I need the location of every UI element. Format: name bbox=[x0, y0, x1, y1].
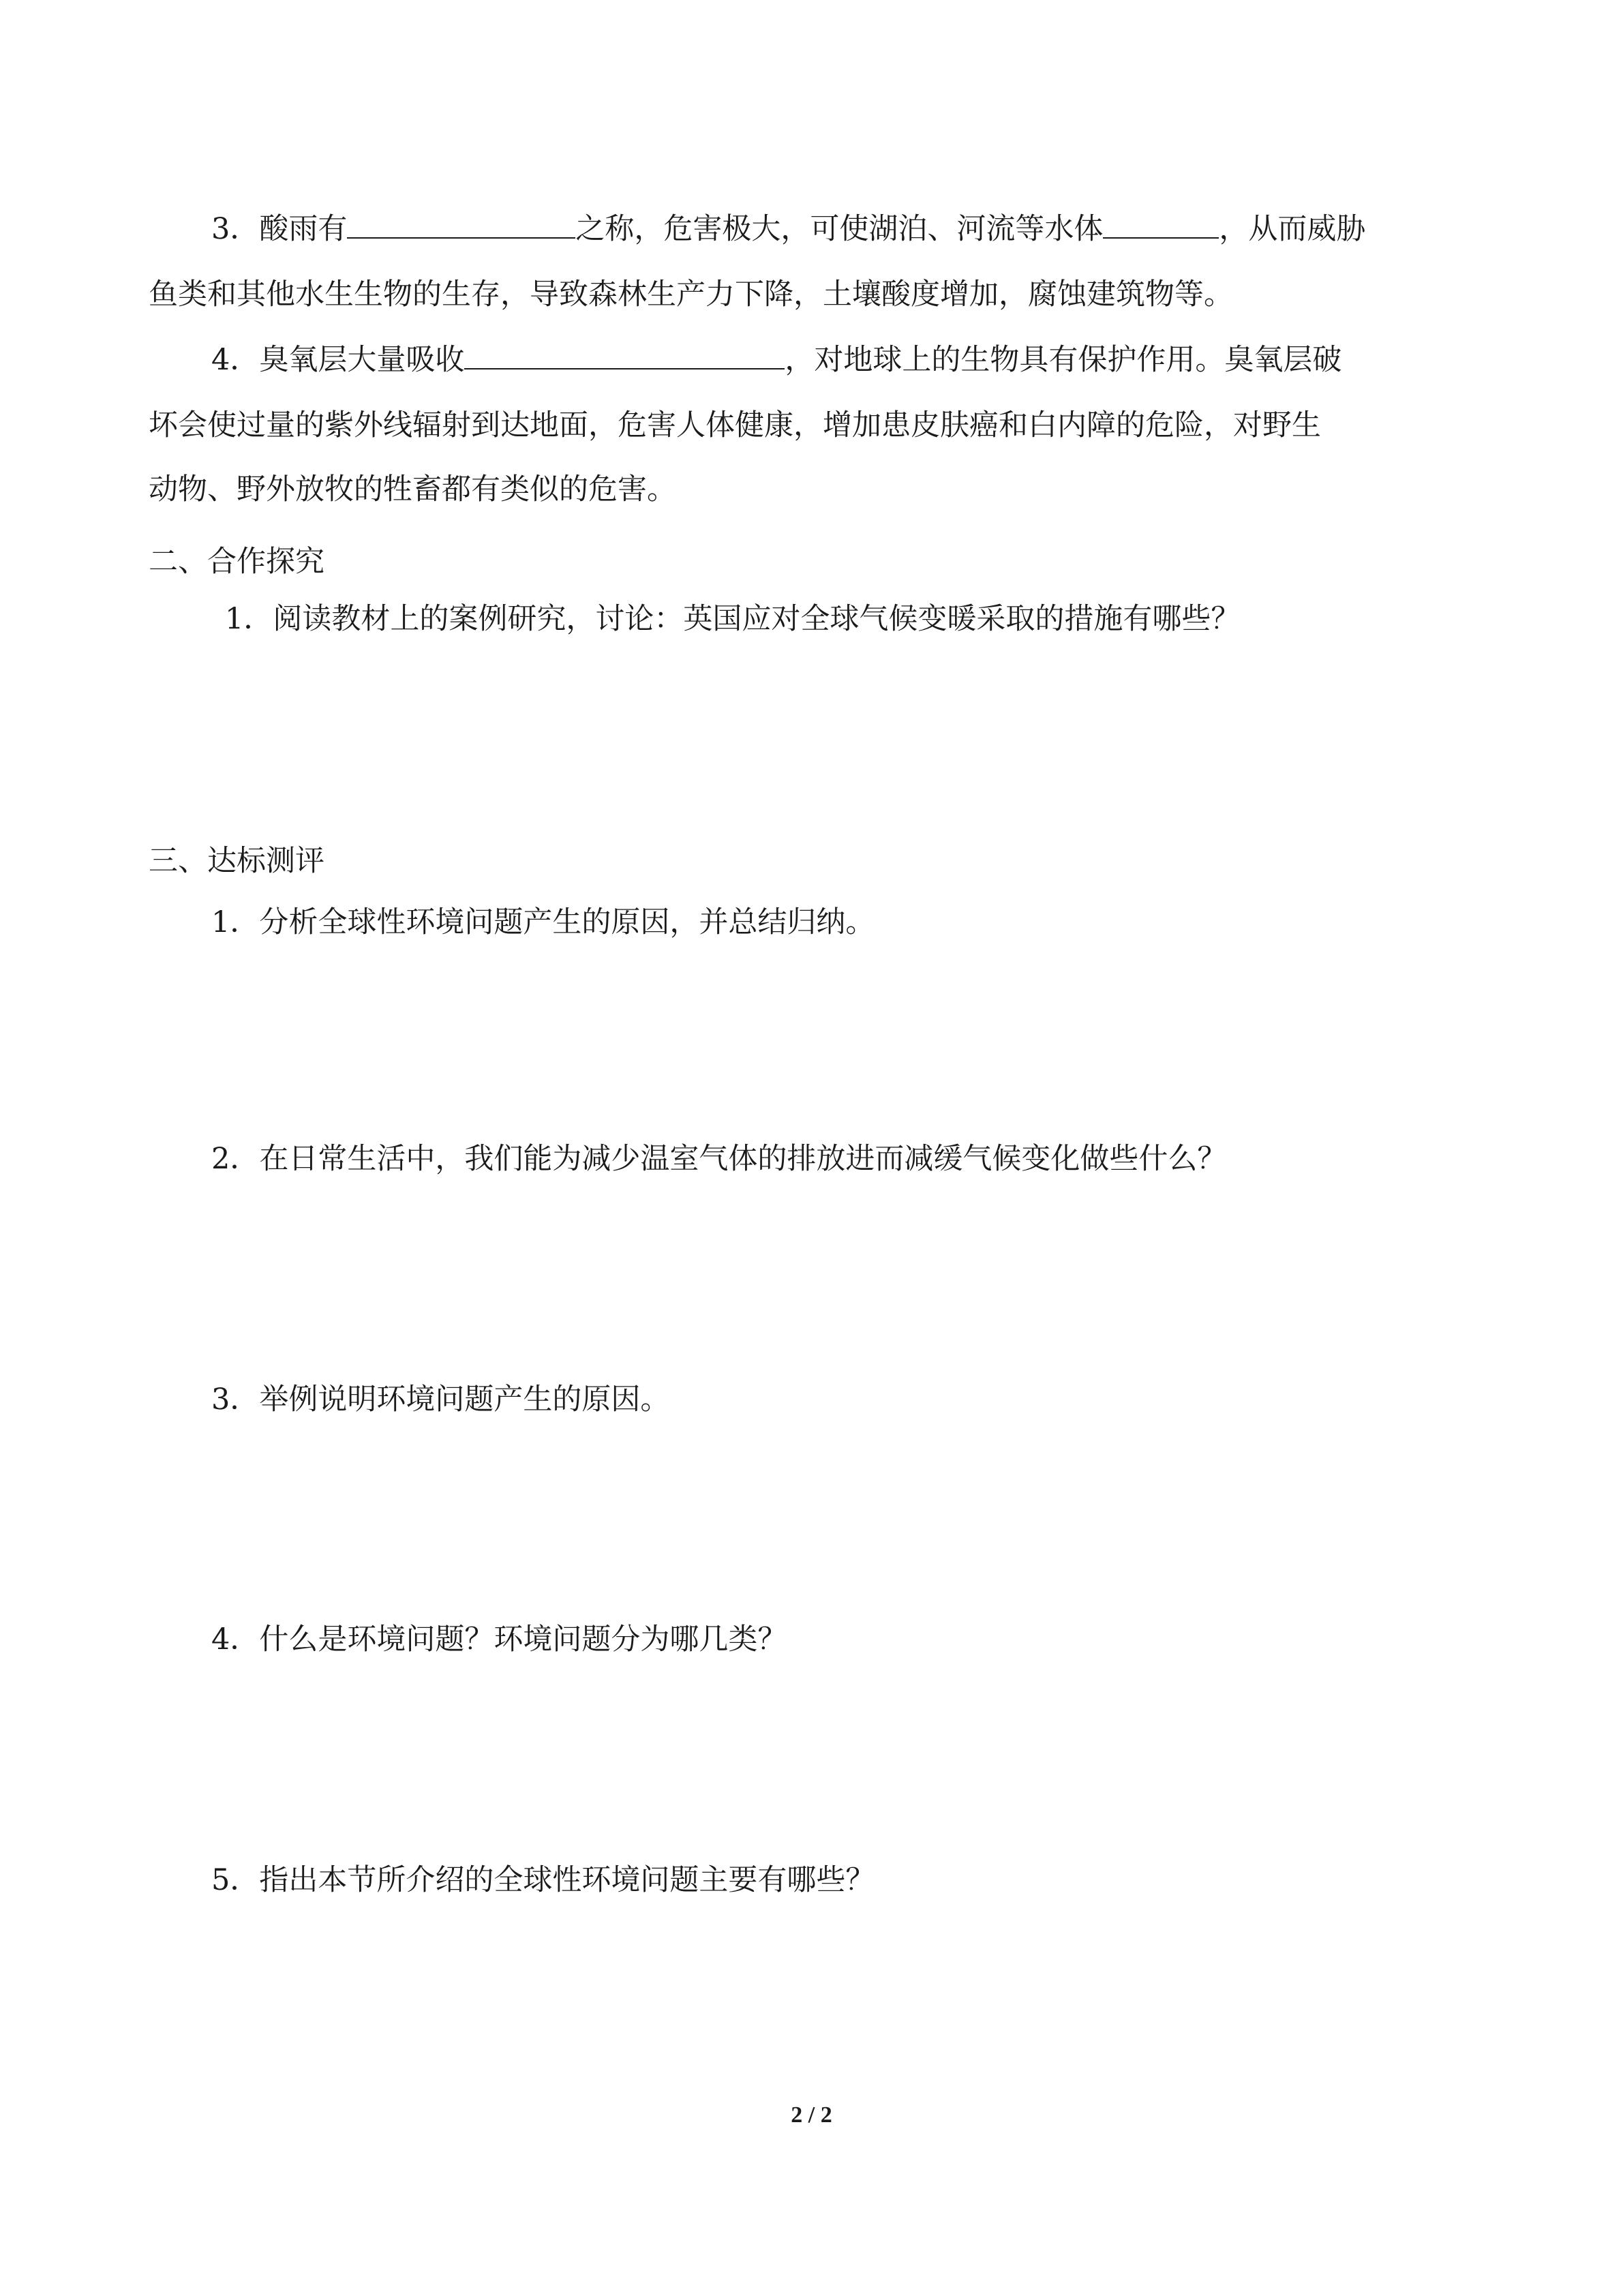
q3-text-3: ，从而威胁 bbox=[1219, 212, 1366, 246]
q3-line-1 bbox=[211, 210, 1365, 248]
q4-line-1 bbox=[211, 341, 1341, 379]
q3-text-2: 之称，危害极大，可使湖泊、河流等水体 bbox=[575, 212, 1104, 246]
q3-blank-2[interactable] bbox=[1103, 210, 1219, 239]
q3-blank-1[interactable] bbox=[347, 210, 575, 239]
assessment-question-5: 5．指出本节所介绍的全球性环境问题主要有哪些？ bbox=[211, 1863, 875, 1897]
q4-line-3: 动物、野外放牧的牲畜都有类似的危害。 bbox=[149, 472, 676, 507]
section-cooperation-heading: 二、合作探究 bbox=[149, 545, 324, 579]
assessment-question-2: 2．在日常生活中，我们能为减少温室气体的排放进而减缓气候变化做些什么？ bbox=[211, 1142, 1227, 1176]
assessment-question-3: 3．举例说明环境问题产生的原因。 bbox=[211, 1383, 670, 1417]
q4-text-2: ，对地球上的生物具有保护作用。臭氧层破 bbox=[785, 343, 1342, 377]
q4-blank-1[interactable] bbox=[464, 341, 785, 369]
q3-line-2: 鱼类和其他水生生物的生存，导致森林生产力下降，土壤酸度增加，腐蚀建筑物等。 bbox=[149, 277, 1233, 312]
q4-text-1: 4．臭氧层大量吸收 bbox=[211, 343, 465, 377]
assessment-question-4: 4．什么是环境问题？环境问题分为哪几类？ bbox=[211, 1622, 787, 1657]
cooperation-question-1: 1．阅读教材上的案例研究，讨论：英国应对全球气候变暖采取的措施有哪些？ bbox=[225, 602, 1241, 636]
section-assessment-heading: 三、达标测评 bbox=[149, 844, 324, 878]
q3-text-1: 3．酸雨有 bbox=[211, 212, 348, 246]
assessment-question-1: 1．分析全球性环境问题产生的原因，并总结归纳。 bbox=[211, 905, 875, 939]
page-number: 2 / 2 bbox=[791, 2102, 832, 2128]
q4-line-2: 坏会使过量的紫外线辐射到达地面，危害人体健康，增加患皮肤癌和白内障的危险，对野生 bbox=[149, 408, 1321, 442]
